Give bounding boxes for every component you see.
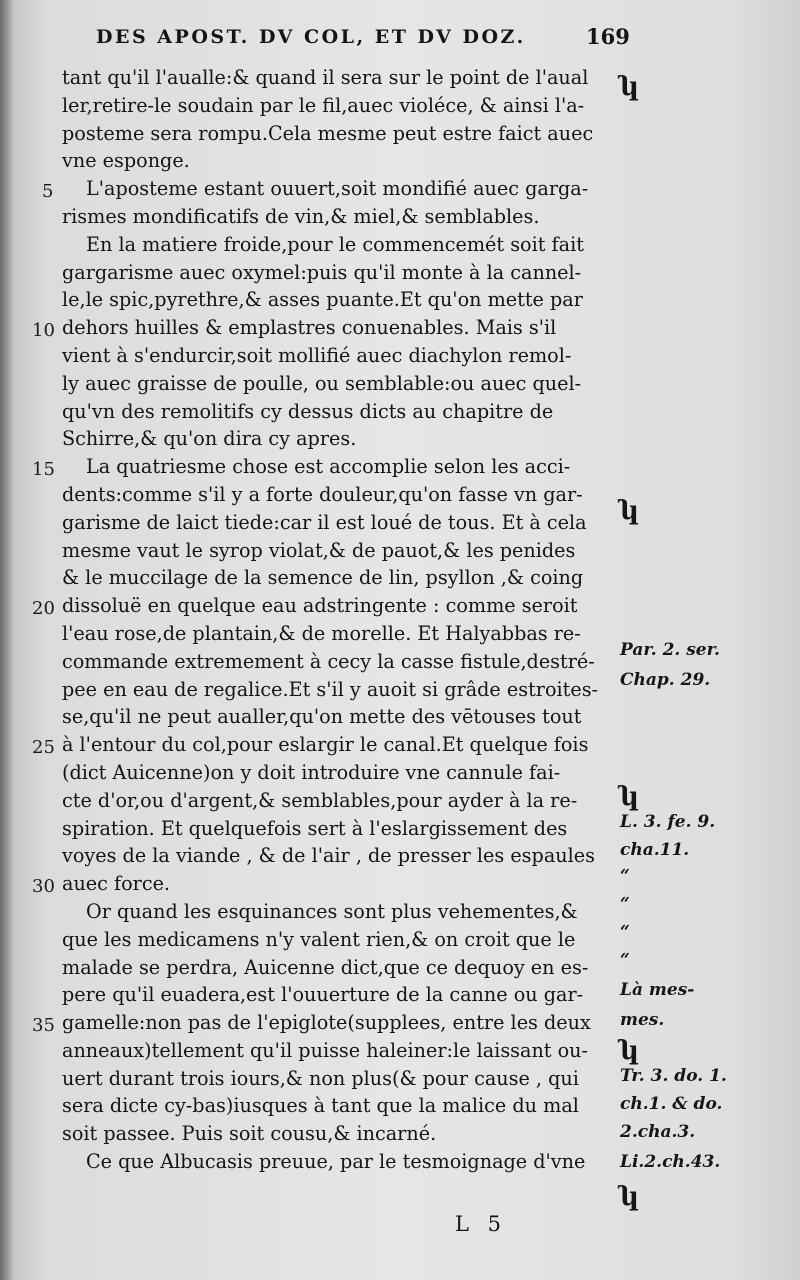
margin-reference: Là mes-	[620, 980, 695, 1000]
text-line: soit passee. Puis soit cousu,& incarné.	[62, 1122, 437, 1146]
text-line: (dict Auicenne)on y doit introduire vne cannule fai-	[62, 760, 561, 784]
text-line: vne esponge.	[62, 149, 190, 173]
text-line: gamelle:non pas de l'epiglote(supplees, entre les deux	[62, 1011, 591, 1035]
text-line: mesme vaut le syrop violat,& de pauot,& les penides	[62, 538, 576, 562]
text-line: garisme de laict tiede:car il est loué de tous. Et à cela	[62, 510, 587, 534]
text-line: Or quand les esquinances sont plus vehementes,&	[86, 899, 578, 923]
text-line: ly auec graisse de poulle, ou semblable:ou auec quel-	[62, 371, 582, 395]
margin-reference: Tr. 3. do. 1.	[620, 1066, 727, 1086]
text-line: dehors huilles & emplastres conuenables. Mais s'il	[62, 316, 557, 340]
text-line: Schirre,& qu'on dira cy apres.	[62, 427, 357, 451]
text-line: La quatriesme chose est accomplie selon les acci-	[86, 455, 571, 479]
text-line: L'aposteme estant ouuert,soit mondifié auec garga-	[86, 177, 589, 201]
line-number: 35	[32, 1015, 55, 1037]
line-number: 5	[42, 181, 54, 203]
margin-reference: ch.1. & do.	[620, 1094, 723, 1114]
text-line: sera dicte cy-bas)iusques à tant que la malice du mal	[62, 1094, 579, 1118]
margin-section-mark: ʮ	[620, 496, 636, 526]
text-line: & le muccilage de la semence de lin, psyllon ,& coing	[62, 566, 584, 590]
margin-section-mark: ʮ	[620, 1036, 636, 1066]
text-line: voyes de la viande , & de l'air , de presser les espaules	[62, 844, 595, 868]
margin-reference: Par. 2. ser.	[620, 640, 720, 660]
text-line: auec force.	[62, 872, 171, 896]
text-line: tant qu'il l'aualle:& quand il sera sur le point de l'aual	[62, 66, 589, 89]
line-number: 15	[32, 459, 55, 481]
text-line: dents:comme s'il y a forte douleur,qu'on fasse vn gar-	[62, 482, 583, 506]
margin-reference: “	[620, 950, 630, 970]
text-line: le,le spic,pyrethre,& asses puante.Et qu'on mette par	[62, 288, 583, 312]
margin-reference: “	[620, 922, 630, 942]
margin-reference: Chap. 29.	[620, 670, 711, 690]
text-line: dissoluë en quelque eau adstringente : comme seroit	[62, 594, 578, 618]
text-line: que les medicamens n'y valent rien,& on croit que le	[62, 927, 576, 951]
line-number: 10	[32, 320, 55, 342]
text-line: posteme sera rompu.Cela mesme peut estre faict auec	[62, 121, 594, 145]
text-line: l'eau rose,de plantain,& de morelle. Et Halyabbas re-	[62, 621, 581, 645]
margin-reference: cha.11.	[620, 840, 690, 860]
text-line: En la matiere froide,pour le commencemét soit fait	[86, 232, 584, 256]
text-line: à l'entour du col,pour eslargir le canal.Et quelque fois	[62, 733, 589, 757]
margin-reference: L. 3. fe. 9.	[620, 812, 716, 832]
page-number: 169	[586, 24, 630, 49]
signature-mark: L 5	[455, 1212, 507, 1236]
text-line: commande extremement à cecy la casse fistule,destré-	[62, 649, 595, 673]
margin-reference: “	[620, 894, 630, 914]
text-line: anneaux)tellement qu'il puisse haleiner:le laissant ou-	[62, 1038, 589, 1062]
margin-reference: Li.2.ch.43.	[620, 1152, 721, 1172]
running-head: DES APOST. DV COL, ET DV DOZ.	[96, 26, 526, 48]
margin-section-mark: ʮ	[620, 782, 636, 812]
margin-section-mark: ʮ	[620, 1182, 636, 1212]
text-line: pee en eau de regalice.Et s'il y auoit si grâde estroites-	[62, 677, 599, 701]
text-line: cte d'or,ou d'argent,& semblables,pour ayder à la re-	[62, 788, 578, 812]
line-number: 25	[32, 737, 55, 759]
text-line: Ce que Albucasis preuue, par le tesmoignage d'vne	[86, 1150, 586, 1174]
text-line: uert durant trois iours,& non plus(& pour cause , qui	[62, 1066, 579, 1090]
margin-section-mark: ʮ	[620, 72, 636, 102]
page-gutter-shadow	[0, 0, 14, 1280]
text-line: ler,retire-le soudain par le fil,auec violéce, & ainsi l'a-	[62, 93, 585, 117]
text-line: rismes mondificatifs de vin,& miel,& semblables.	[62, 204, 540, 228]
text-line: spiration. Et quelquefois sert à l'eslargissement des	[62, 816, 568, 840]
page-header	[0, 22, 800, 58]
text-line: se,qu'il ne peut aualler,qu'on mette des vētouses tout	[62, 705, 582, 729]
text-line: qu'vn des remolitifs cy dessus dicts au chapitre de	[62, 399, 554, 423]
line-number: 30	[32, 876, 55, 898]
text-line: vient à s'endurcir,soit mollifié auec diachylon remol-	[62, 343, 572, 367]
text-line: malade se perdra, Auicenne dict,que ce dequoy en es-	[62, 955, 589, 979]
margin-reference: “	[620, 866, 630, 886]
text-line: gargarisme auec oxymel:puis qu'il monte à la cannel-	[62, 260, 582, 284]
line-number: 20	[32, 598, 55, 620]
margin-reference: 2.cha.3.	[620, 1122, 696, 1142]
main-text-block	[62, 64, 622, 1176]
text-line: pere qu'il euadera,est l'ouuerture de la canne ou gar-	[62, 983, 584, 1007]
margin-reference: mes.	[620, 1010, 665, 1030]
